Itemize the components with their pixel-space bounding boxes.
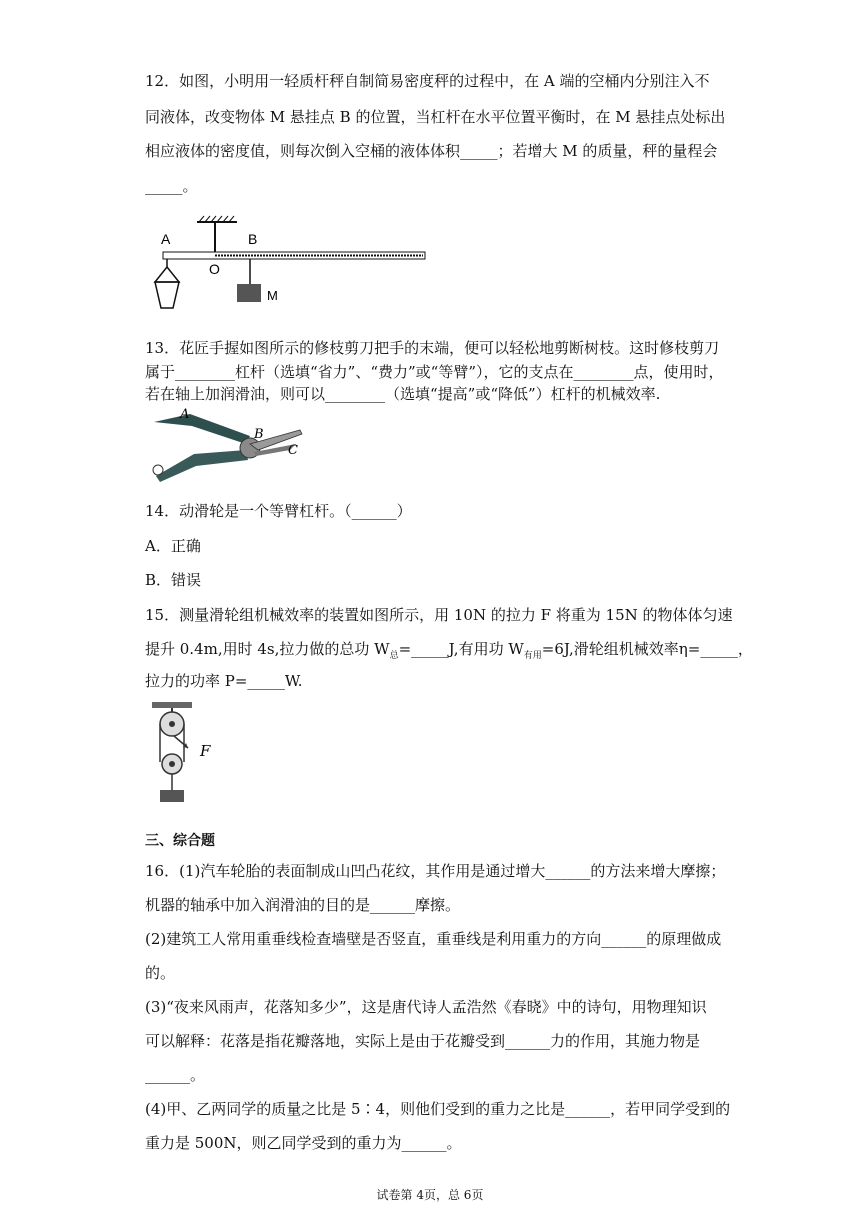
q16-line-6: 可以解释：花落是指花瓣落地，实际上是由于花瓣受到______力的作用，其施力物是 [145,1032,701,1050]
q16-line-9: 重力是 500N，则乙同学受到的重力为______。 [145,1134,462,1152]
q12-line-3: 相应液体的密度值，则每次倒入空桶的液体体积_____；若增大 M 的质量，秤的量程会 [145,142,718,160]
q16-line-4: 的。 [145,964,176,982]
q15-line-1: 15．测量滑轮组机械效率的装置如图所示，用 10N 的拉力 F 将重为 15N 的物体体匀速 [145,606,733,624]
q12-line-2: 同液体，改变物体 M 悬挂点 B 的位置，当杠杆在水平位置平衡时，在 M 悬挂点处标出 [145,108,726,126]
q16-line-5: (3)“夜来风雨声，花落知多少”，这是唐代诗人孟浩然《春晓》中的诗句，用物理知识 [145,998,707,1016]
page-footer: 试卷第 4页，总 6页 [376,1188,484,1202]
q14-option-b: B．错误 [145,571,202,589]
q15-line-2: 提升 0.4m,用时 4s,拉力做的总功 $W_总=\_\_\_\_\_J$,有用功 $W_{有用}=6J$,滑轮组机械效率η=_____， [145,640,753,661]
q12-line-1: 12．如图，小明用一轻质杆秤自制简易密度秤的过程中，在 A 端的空桶内分别注入不 [145,72,710,90]
q13-line-2: 属于________杠杆（选填“省力”、“费力”或“等臂”），它的支点在________点，使用时， [145,363,724,381]
q14-option-a: A．正确 [145,537,201,555]
q13-line-1: 13．花匠手握如图所示的修枝剪刀把手的末端，便可以轻松地剪断树枝。这时修枝剪刀 [145,339,720,357]
q12-line-4: _____。 [145,177,198,195]
section-heading: 三、综合题 [145,833,215,849]
q13-line-3: 若在轴上加润滑油，则可以________（选填“提高”或“降低”）杠杆的机械效率. [145,385,661,403]
pruning-shears-figure [150,404,310,486]
label-M: M [267,288,278,303]
label-A: A [161,231,171,247]
label-O: O [209,261,220,277]
q16-line-1: 16．(1)汽车轮胎的表面制成山凹凸花纹，其作用是通过增大______的方法来增大摩擦； [145,862,726,880]
label-B: B [248,231,258,247]
label-B: B [254,427,264,442]
lever-scale-figure [145,212,435,317]
label-C: C [288,443,298,458]
q15-line-3: 拉力的功率 P=_____W. [145,672,303,690]
pulley-system-figure [150,700,220,805]
q16-line-8: (4)甲、乙两同学的质量之比是 5∶4，则他们受到的重力之比是______，若甲同学受到的 [145,1100,731,1118]
q16-line-3: (2)建筑工人常用重垂线检查墙壁是否竖直，重垂线是利用重力的方向______的原理做成 [145,930,722,948]
label-A: A [180,407,190,422]
q16-line-2: 机器的轴承中加入润滑油的目的是______摩擦。 [145,896,461,914]
q16-line-7: ______。 [145,1066,206,1084]
q14-stem: 14．动滑轮是一个等臂杠杆。（______） [145,502,412,520]
label-F: F [200,742,211,760]
